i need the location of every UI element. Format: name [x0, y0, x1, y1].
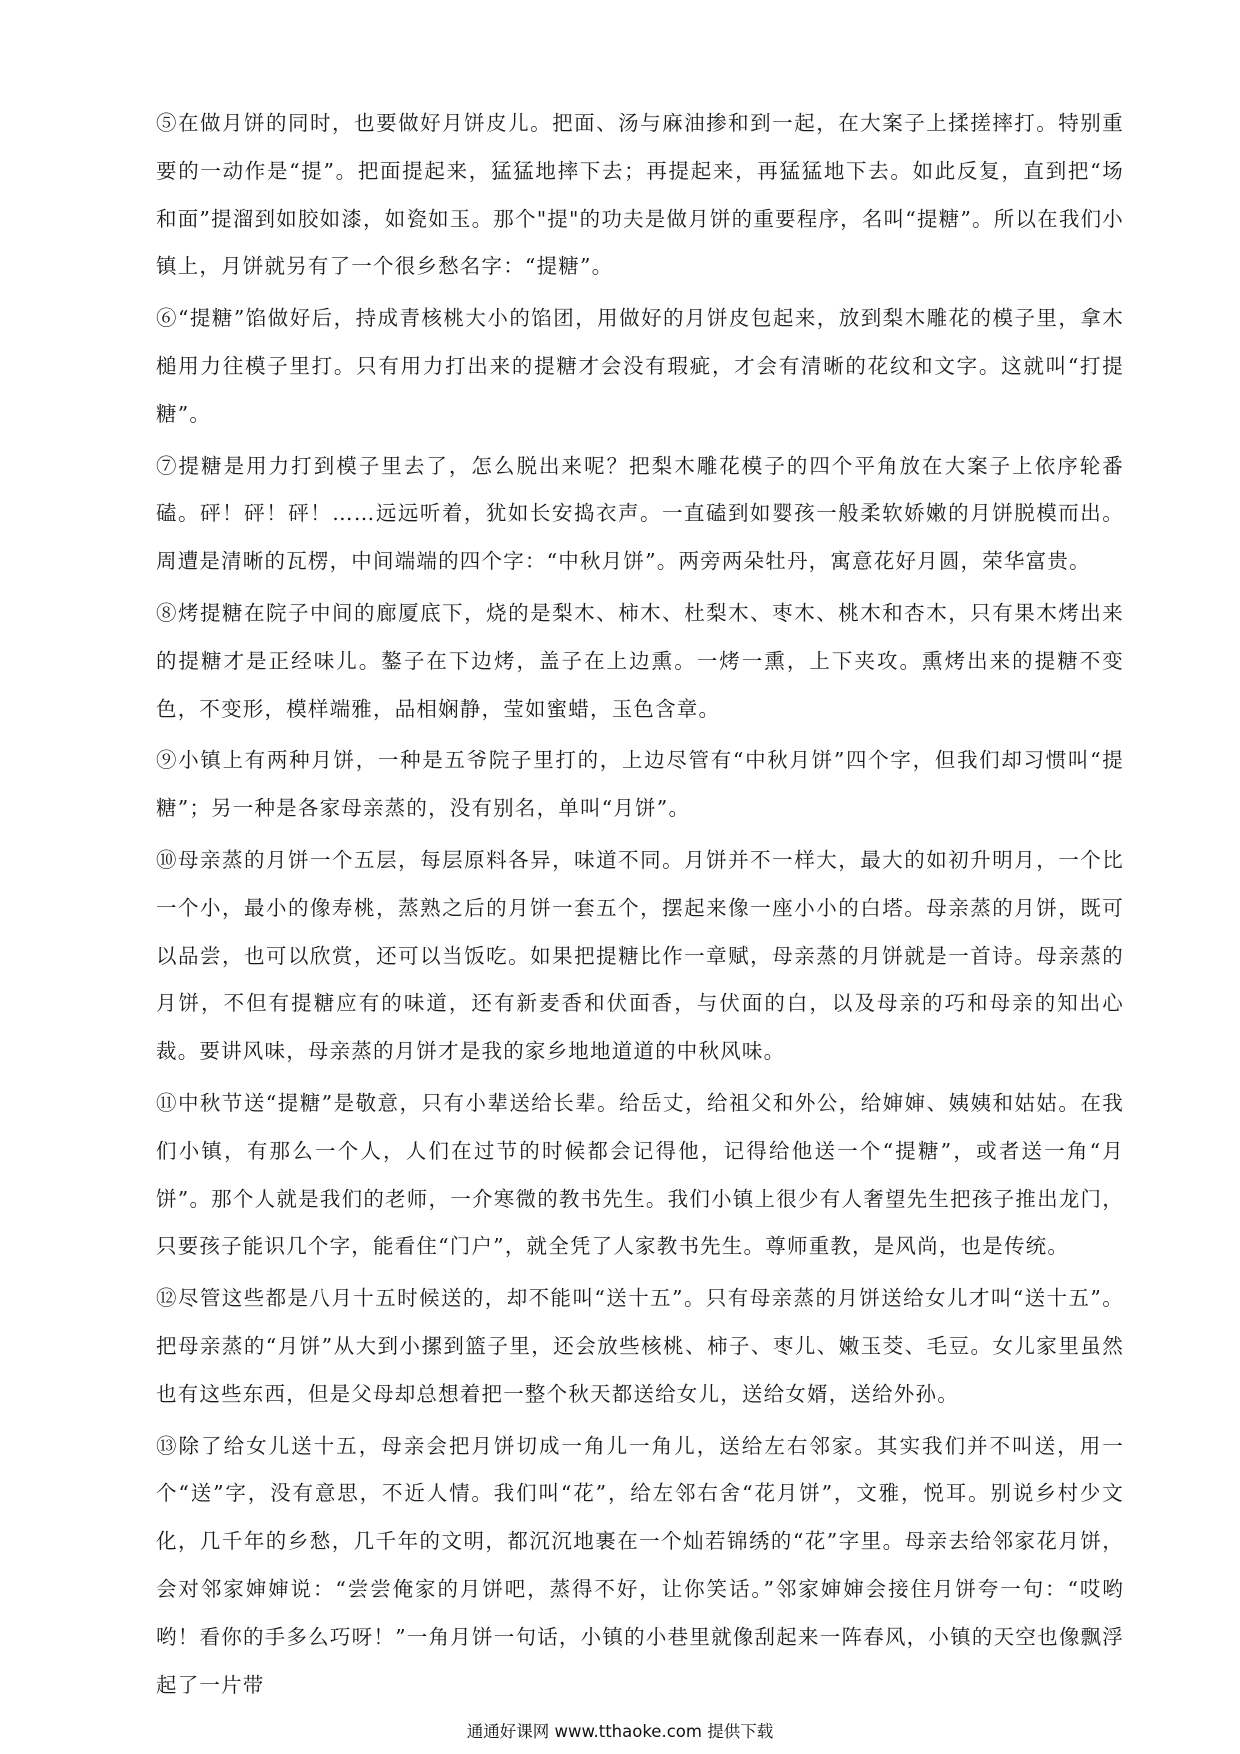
paragraph-8: ⑧烤提糖在院子中间的廊厦底下，烧的是梨木、柿木、杜梨木、枣木、桃木和杏木，只有果木烤出来的提糖才是正经味儿。鏊子在下边烤，盖子在上边熏。一烤一熏，上下夹攻。熏烤出来的提糖不变色，不变形，模样端雅，品相娴静，莹如蜜蜡，玉色含章。	[156, 600, 1124, 721]
paragraph-9: ⑨小镇上有两种月饼，一种是五爷院子里打的，上边尽管有“中秋月饼”四个字，但我们却习惯叫“提糖”；另一种是各家母亲蒸的，没有别名，单叫“月饼”。	[156, 748, 1124, 821]
paragraph-5: ⑤在做月饼的同时，也要做好月饼皮儿。把面、汤与麻油掺和到一起，在大案子上揉搓摔打。特别重要的一动作是“提”。把面提起来，猛猛地摔下去；再提起来，再猛猛地下去。如此反复，直到把“场和面”提溜到如胶如漆，如瓷如玉。那个"提"的功夫是做月饼的重要程序，名叫“提糖”。所以在我们小镇上，月饼就另有了一个很乡愁名字：“提糖”。	[156, 111, 1124, 279]
paragraph-12: ⑫尽管这些都是八月十五时候送的，却不能叫“送十五”。只有母亲蒸的月饼送给女儿才叫“送十五”。把母亲蒸的“月饼”从大到小摞到篮子里，还会放些核桃、柿子、枣儿、嫩玉茭、毛豆。女儿家里虽然也有这些东西，但是父母却总想着把一整个秋天都送给女儿，送给女婿，送给外孙。	[156, 1286, 1124, 1406]
paragraph-11: ⑪中秋节送“提糖”是敬意，只有小辈送给长辈。给岳丈，给祖父和外公，给婶婶、姨姨和姑姑。在我们小镇，有那么一个人，人们在过节的时候都会记得他，记得给他送一个“提糖”，或者送一角“月饼”。那个人就是我们的老师，一介寒微的教书先生。我们小镇上很少有人奢望先生把孩子推出龙门，只要孩子能识几个字，能看住“门户”，就全凭了人家教书先生。尊师重教，是风尚，也是传统。	[156, 1090, 1124, 1259]
paragraph-10: ⑩母亲蒸的月饼一个五层，每层原料各异，味道不同。月饼并不一样大，最大的如初升明月，一个比一个小，最小的像寿桃，蒸熟之后的月饼一套五个，摆起来像一座小小的白塔。母亲蒸的月饼，既可以品尝，也可以欣赏，还可以当饭吃。如果把提糖比作一章赋，母亲蒸的月饼就是一首诗。母亲蒸的月饼，不但有提糖应有的味道，还有新麦香和伏面香，与伏面的白，以及母亲的巧和母亲的知出心裁。要讲风味，母亲蒸的月饼才是我的家乡地地道道的中秋风味。	[156, 847, 1124, 1064]
page-footer: 通通好课网 www.tthaoke.com 提供下载	[466, 1722, 774, 1741]
paragraph-7: ⑦提糖是用力打到模子里去了，怎么脱出来呢？把梨木雕花模子的四个平角放在大案子上依序轮番磕。砰！砰！砰！……远远听着，犹如长安捣衣声。一直磕到如婴孩一般柔软娇嫩的月饼脱模而出。周遭是清晰的瓦楞，中间端端的四个字：“中秋月饼”。两旁两朵牡丹，寓意花好月圆，荣华富贵。	[156, 453, 1124, 574]
paragraph-6: ⑥“提糖”馅做好后，持成青核桃大小的馅团，用做好的月饼皮包起来，放到梨木雕花的模子里，拿木槌用力往模子里打。只有用力打出来的提糖才会没有瑕疵，才会有清晰的花纹和文字。这就叫“打提糖”。	[156, 306, 1124, 426]
paragraph-13: ⑬除了给女儿送十五，母亲会把月饼切成一角儿一角儿，送给左右邻家。其实我们并不叫送，用一个“送”字，没有意思，不近人情。我们叫“花”，给左邻右舍“花月饼”，文雅，悦耳。别说乡村少文化，几千年的乡愁，几千年的文明，都沉沉地裹在一个灿若锦绣的“花”字里。母亲去给邻家花月饼，会对邻家婶婶说：“尝尝俺家的月饼吧，蒸得不好，让你笑话。”邻家婶婶会接住月饼夸一句：“哎哟哟！看你的手多么巧呀！”一角月饼一句话，小镇的小巷里就像刮起来一阵春风，小镇的天空也像飘浮起了一片带	[156, 1433, 1124, 1697]
article-body	[156, 100, 1124, 1713]
